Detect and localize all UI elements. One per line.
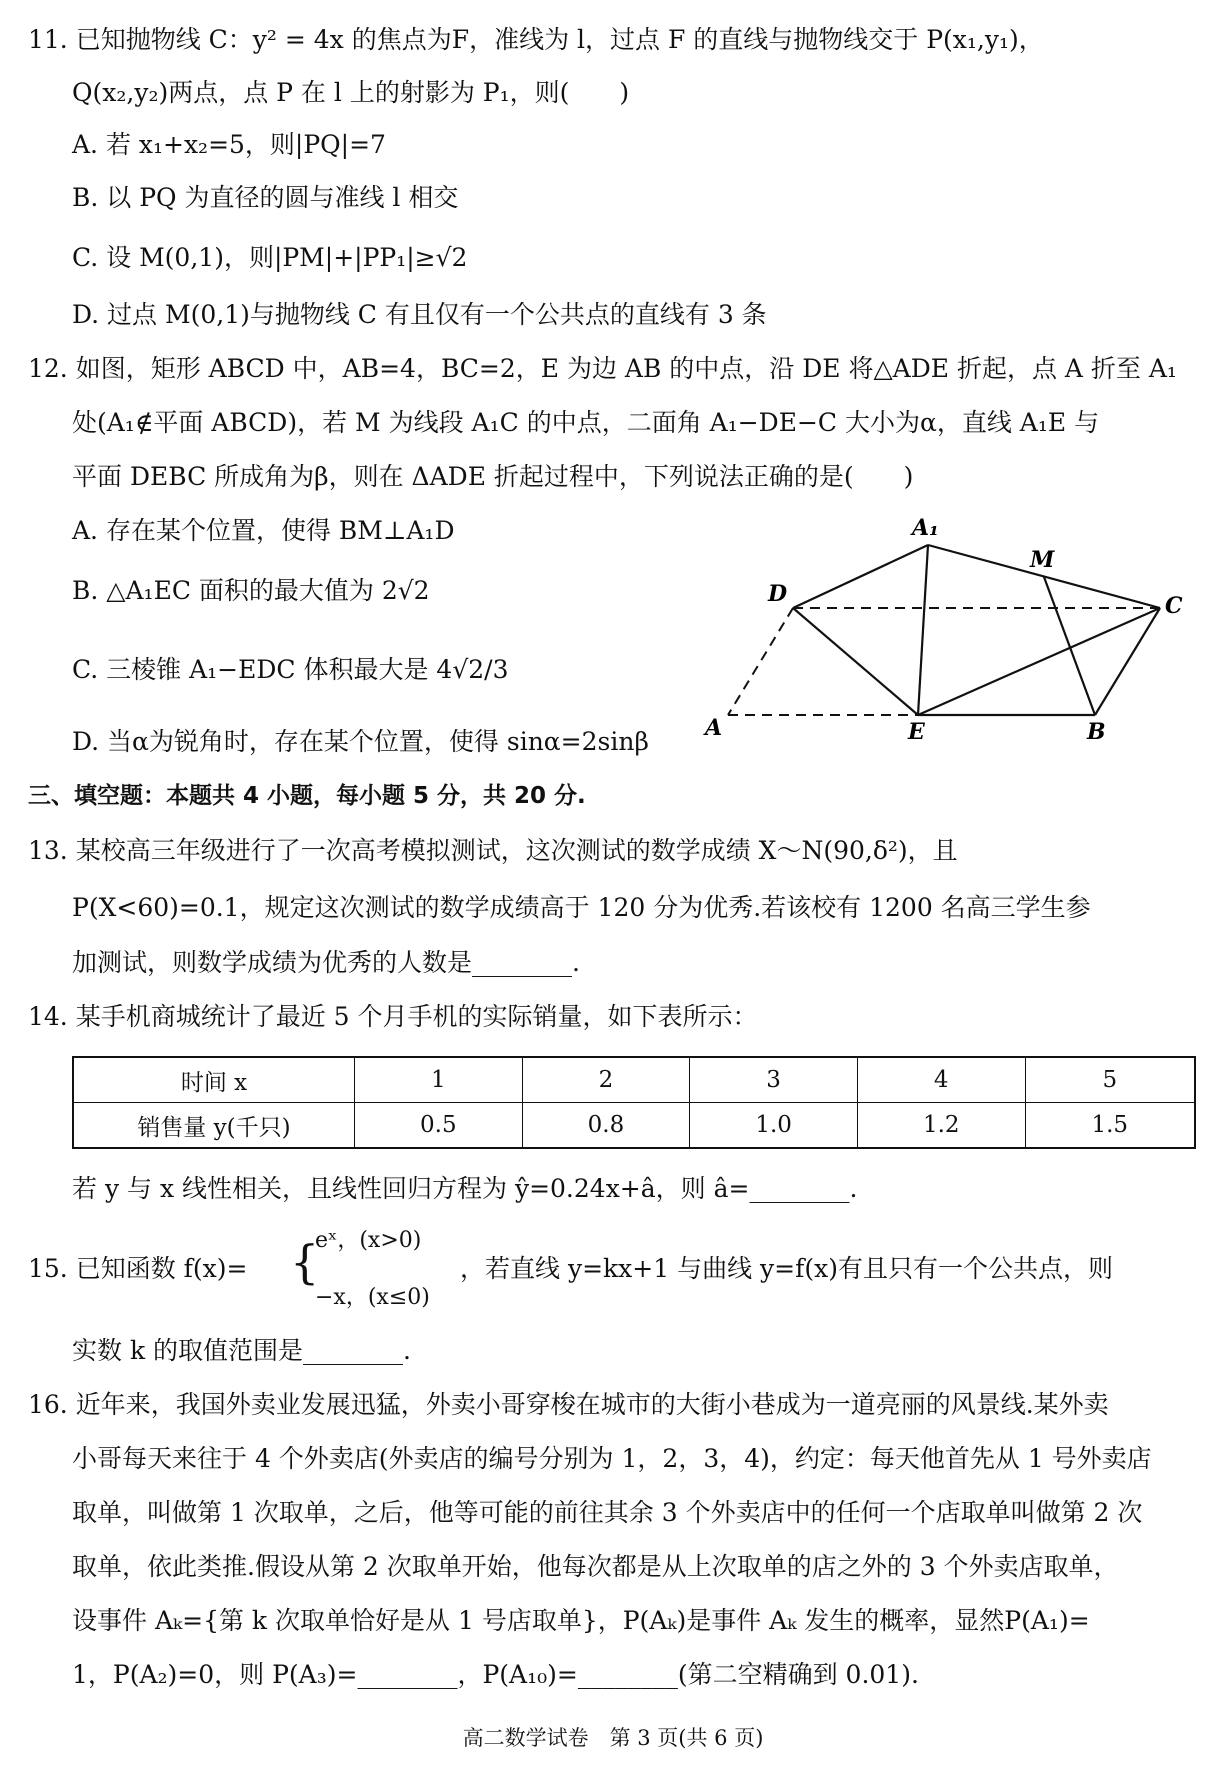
q16-line-3: 取单，叫做第 1 次取单，之后，他等可能的前往其余 3 个外卖店中的任何一个店取单叫做第 2 次 [72,1498,1143,1527]
q11-line-2: Q(x₂,y₂)两点，点 P 在 l 上的射影为 P₁，则( ) [72,78,630,107]
edge-de [793,608,918,715]
edge-da [728,608,793,715]
q15-prefix: 15. 已知函数 f(x)= [28,1254,248,1283]
q12-option-a: A. 存在某个位置，使得 BM⊥A₁D [72,516,455,545]
edge-bc [1095,608,1160,715]
edge-ec [918,608,1160,715]
edge-a1e [918,545,928,715]
q11-option-c: C. 设 M(0,1)，则|PM|+|PP₁|≥√2 [72,243,468,272]
sales-table [72,1056,1196,1149]
q13-line-1: 13. 某校高三年级进行了一次高考模拟测试，这次测试的数学成绩 X～N(90,δ²)，且 [28,836,958,865]
table-cell: 0.5 [355,1103,523,1149]
edge-mb [1044,577,1095,715]
q15-case-1: eˣ，(x>0) [315,1228,422,1253]
label-m: M [1030,547,1055,573]
q12-option-b: B. △A₁EC 面积的最大值为 2√2 [72,576,430,605]
q11-option-d: D. 过点 M(0,1)与抛物线 C 有且仅有一个公共点的直线有 3 条 [72,300,767,329]
q12-option-d: D. 当α为锐角时，存在某个位置，使得 sinα=2sinβ [72,727,649,756]
label-c: C [1165,593,1183,619]
q11-option-a: A. 若 x₁+x₂=5，则|PQ|=7 [72,130,386,159]
q12-line-2: 处(A₁∉平面 ABCD)，若 M 为线段 A₁C 的中点，二面角 A₁−DE−C 大小为α，直线 A₁E 与 [72,408,1100,437]
table-cell: 0.8 [522,1103,690,1149]
q11-option-b: B. 以 PQ 为直径的圆与准线 l 相交 [72,183,459,212]
q14-regression-line: 若 y 与 x 线性相关，且线性回归方程为 ŷ=0.24x+â，则 â=________. [72,1174,858,1203]
q15-suffix: ，若直线 y=kx+1 与曲线 y=f(x)有且只有一个公共点，则 [460,1254,1113,1283]
q12-line-1: 12. 如图，矩形 ABCD 中，AB=4，BC=2，E 为边 AB 的中点，沿 DE 将△ADE 折起，点 A 折至 A₁ [28,354,1177,383]
label-e: E [908,719,925,745]
table-cell: 5 [1025,1057,1195,1103]
q13-line-2: P(X<60)=0.1，规定这次测试的数学成绩高于 120 分为优秀.若该校有 1200 名高三学生参 [72,893,1091,922]
table-row [73,1103,1195,1149]
table-cell: 1.2 [857,1103,1025,1149]
q12-option-c: C. 三棱锥 A₁−EDC 体积最大是 4√2/3 [72,655,509,684]
table-cell: 时间 x [73,1057,355,1103]
label-b: B [1087,719,1106,745]
table-cell: 1.5 [1025,1103,1195,1149]
table-row [73,1057,1195,1103]
table-cell: 3 [690,1057,858,1103]
q11-line-1: 11. 已知抛物线 C：y² = 4x 的焦点为F，准线为 l，过点 F 的直线与抛物线交于 P(x₁,y₁)， [28,25,1044,54]
table-cell: 销售量 y(千只) [73,1103,355,1149]
q15-brace: { [290,1235,320,1289]
q15-line-2: 实数 k 的取值范围是________. [72,1336,411,1365]
q16-line-6: 1，P(A₂)=0，则 P(A₃)=________，P(A₁₀)=________(第二空精确到 0.01). [72,1660,919,1689]
table-cell: 1 [355,1057,523,1103]
q16-line-1: 16. 近年来，我国外卖业发展迅猛，外卖小哥穿梭在城市的大街小巷成为一道亮丽的风景线.某外卖 [28,1390,1109,1419]
page-footer: 高二数学试卷 第 3 页(共 6 页) [462,1726,764,1750]
q15-case-2: −x，(x≤0) [315,1285,430,1310]
edge-da1 [793,545,928,608]
table-cell: 1.0 [690,1103,858,1149]
q16-line-4: 取单，依此类推.假设从第 2 次取单开始，他每次都是从上次取单的店之外的 3 个外卖店取单， [72,1552,1119,1581]
label-a1: A₁ [912,515,939,541]
section-3-heading: 三、填空题：本题共 4 小题，每小题 5 分，共 20 分. [28,783,586,809]
q14-line-1: 14. 某手机商城统计了最近 5 个月手机的实际销量，如下表所示： [28,1002,758,1031]
q16-line-5: 设事件 Aₖ={第 k 次取单恰好是从 1 号店取单}，P(Aₖ)是事件 Aₖ 发生的概率，显然P(A₁)= [72,1606,1090,1635]
q16-line-2: 小哥每天来往于 4 个外卖店(外卖店的编号分别为 1，2，3，4)，约定：每天他首先从 1 号外卖店 [72,1444,1152,1473]
q12-line-3: 平面 DEBC 所成角为β，则在 ΔADE 折起过程中，下列说法正确的是( ) [72,462,914,491]
table-cell: 2 [522,1057,690,1103]
label-d: D [768,581,788,607]
q13-line-3: 加测试，则数学成绩为优秀的人数是________. [72,948,580,977]
folded-rectangle-figure [690,515,1190,745]
table-cell: 4 [857,1057,1025,1103]
label-a: A [705,715,723,741]
